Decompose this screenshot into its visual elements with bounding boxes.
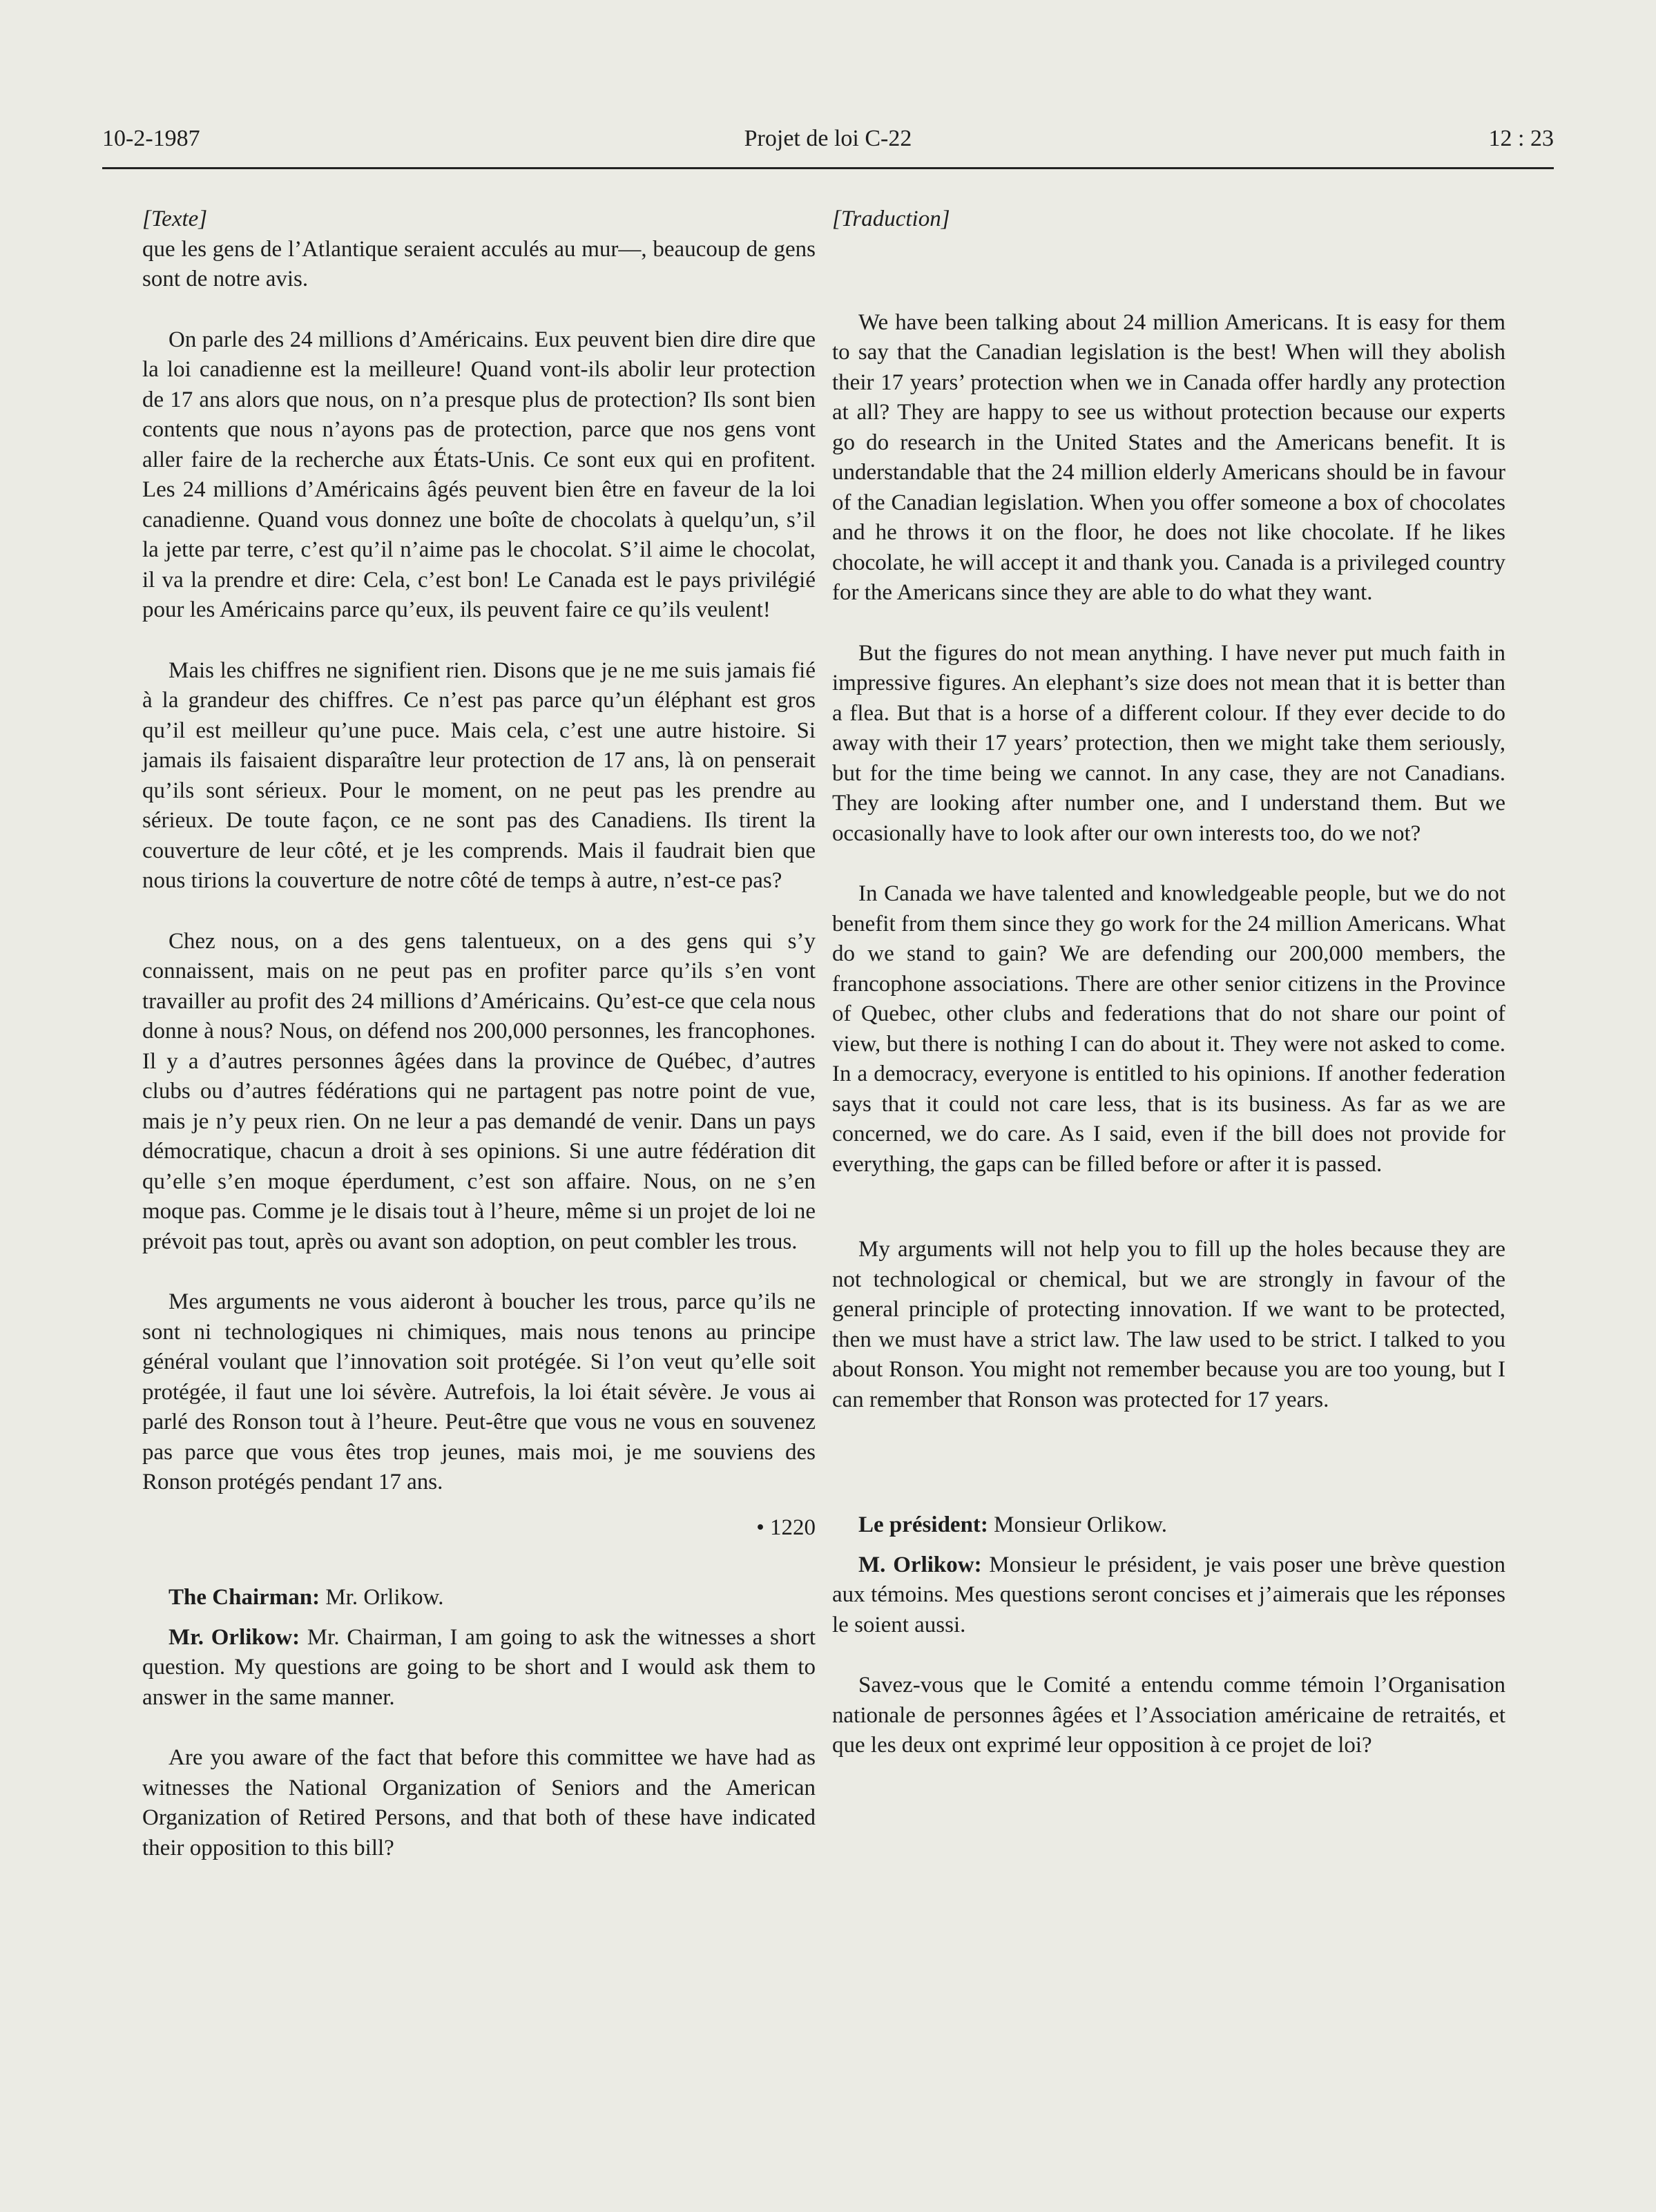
paragraph: Chez nous, on a des gens talentueux, on a des gens qui s’y connaissent, mais on ne peut pas en profiter parce qu’ils s’en vont travailler au profit des 24 millions d’Américains. Qu’est-ce que cela nous donne à nous? Nous, on défend nos 200,000 personnes, les francophones. Il y a d’autres personnes âgées dans la province de Québec, d’autres clubs ou d’autres fédérations qui ne partagent pas notre point de vue, mais je n’y peux rien. On ne leur a pas demandé de venir. Dans un pays démocratique, chacun a droit à ses opinions. Si une autre fédération dit qu’elle s’en moque éperdument, c’est son affaire. Nous, on ne s’en moque pas. Comme je le disais tout à l’heure, même si un projet de loi ne prévoit pas tout, après ou avant son adoption, on peut combler les trous. (142, 928, 816, 1254)
paragraph: But the figures do not mean anything. I have never put much faith in impressive figures. An elephant’s size does not mean that it is better than a flea. But that is a horse of a different colour. If they ever decide to do away with their 17 years’ protection, then we might take them seriously, but for the time being we cannot. In any case, they are not Canadians. They are looking after number one, and I understand them. But we occasionally have to look after our own interests too, do we not? (832, 640, 1505, 846)
header-date: 10-2-1987 (102, 126, 200, 151)
speaker-line (832, 1550, 1505, 1641)
paragraph: Savez-vous que le Comité a entendu comme témoin l’Organisation nationale de personnes âgées et l’Association américaine de retraités, et que les deux ont exprimé leur opposition à ce projet de loi? (832, 1673, 1505, 1758)
paragraph: Mes arguments ne vous aideront à boucher les trous, parce qu’ils ne sont ni technologiques ni chimiques, mais nous tenons au principe général voulant que l’innovation soit protégée. Si l’on veut qu’elle soit protégée, il faut une loi sévère. Autrefois, la loi était sévère. Je vous ai parlé des Ronson tout à l’heure. Peut-être que vous ne vous en souvenez pas parce que vous êtes trop jeunes, mais moi, je me souviens des Ronson protégés pendant 17 ans. (142, 1289, 816, 1494)
text-tag: [Texte] (142, 206, 208, 231)
paragraph: On parle des 24 millions d’Américains. Eux peuvent bien dire dire que la loi canadienne est la meilleure! Quand vont-ils abolir leur protection de 17 ans alors que nous, on n’a presque plus de protection? Ils sont bien contents que nous n’ayons pas de protection, parce que nos gens vont aller faire de la recherche aux États-Unis. Ce sont eux qui en profitent. Les 24 millions d’Américains âgés peuvent bien être en faveur de la loi canadienne. Quand vous donnez une boîte de chocolats à quelqu’un, s’il la jette par terre, c’est qu’il n’aime pas le chocolat. S’il aime le chocolat, il va la prendre et dire: Cela, c’est bon! Le Canada est le pays privilégié pour les Américains parce qu’eux, ils peuvent faire ce qu’ils veulent! (142, 327, 816, 622)
speaker-text: Monsieur le président, je vais poser une brève question aux témoins. Mes questions seront concises et j’aimerais que les réponses le soient aussi. (832, 1552, 1505, 1637)
time-marker: • 1220 (756, 1514, 816, 1540)
header-page-number: 12 : 23 (1488, 126, 1554, 151)
speaker-name: The Chairman: (169, 1585, 320, 1610)
paragraph: My arguments will not help you to fill up the holes because they are not technological or chemical, but we are strongly in favour of the general principle of protecting innovation. If we want to be protected, then we must have a strict law. The law used to be strict. I talked to you about Ronson. You might not remember because you are too young, but I can remember that Ronson was protected for 17 years. (832, 1237, 1505, 1412)
paragraph: Mais les chiffres ne signifient rien. Disons que je ne me suis jamais fié à la grandeur des chiffres. Ce n’est pas parce qu’un éléphant est gros qu’il est meilleur qu’une puce. Mais cela, c’est une autre histoire. Si jamais ils faisaient disparaître leur protection de 17 ans, là on penserait qu’ils sont sérieux. Pour le moment, on ne peut pas les prendre au sérieux. De toute façon, ce ne sont pas des Canadiens. Ils tirent la couverture de leur côté, et je les comprends. Mais il faudrait bien que nous tirions la couverture de notre côté de temps à autre, n’est-ce pas? (142, 657, 816, 893)
header-rule (102, 167, 1554, 169)
header-bill-title: Projet de loi C-22 (744, 126, 912, 151)
speaker-line (142, 1583, 816, 1613)
speaker-name: M. Orlikow: (858, 1552, 982, 1577)
right-column-english (832, 204, 1505, 1791)
speaker-line (142, 1623, 816, 1713)
speaker-name: Le président: (858, 1512, 988, 1537)
paragraph: We have been talking about 24 million Americans. It is easy for them to say that the Canadian legislation is the best! When will they abolish their 17 years’ protection when we in Canada offer hardly any protection at all? They are happy to see us without protection because our experts go do research in the United States and the Americans benefit. It is understandable that the 24 million elderly Americans should be in favour of the Canadian legislation. When you offer someone a box of chocolates and he throws it on the floor, he does not like chocolate. If he likes chocolate, he will accept it and thank you. Canada is a privileged country for the Americans since they are able to do what they want. (832, 309, 1505, 605)
speaker-text: Mr. Orlikow. (320, 1585, 444, 1610)
speaker-name: Mr. Orlikow: (169, 1624, 300, 1650)
left-column-french (142, 204, 816, 1894)
spacer (832, 235, 1505, 308)
speaker-text: Mr. Chairman, I am going to ask the witnesses a short question. My questions are going to be short and I would ask them to answer in the same manner. (142, 1624, 816, 1710)
speaker-text: Monsieur Orlikow. (988, 1512, 1167, 1537)
paragraph: In Canada we have talented and knowledgeable people, but we do not benefit from them since they go work for the 24 million Americans. What do we stand to gain? We are defending our 200,000 members, the francophone associations. There are other senior citizens in the Province of Quebec, other clubs and federations that do not share our point of view, but there is nothing I can do about it. They were not asked to come. In a democracy, everyone is entitled to his opinions. If another federation says that it could not care less, that is its business. As far as we are concerned, we do care. As I said, even if the bill does not provide for everything, the gaps can be filled before or after it is passed. (832, 881, 1505, 1177)
speaker-line (832, 1510, 1505, 1541)
paragraph: Are you aware of the fact that before this committee we have had as witnesses the National Organization of Seniors and the American Organization of Retired Persons, and that both of these have indicated their opposition to this bill? (142, 1745, 816, 1860)
translation-tag: [Traduction] (832, 206, 950, 231)
page-header (102, 126, 1554, 167)
paragraph: que les gens de l’Atlantique seraient acculés au mur—, beaucoup de gens sont de notre avis. (142, 236, 816, 291)
